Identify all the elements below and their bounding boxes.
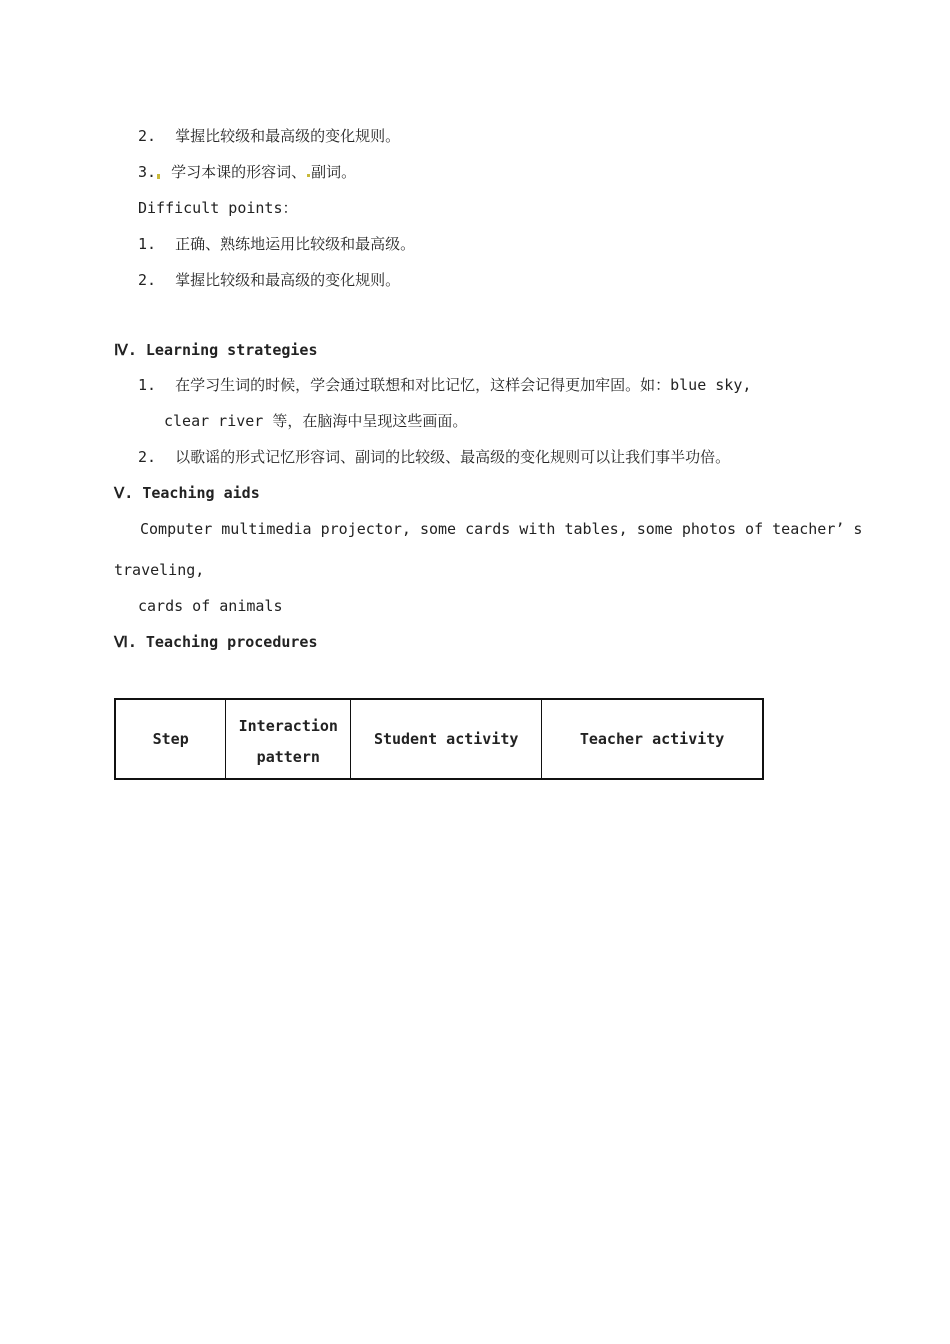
section-heading-learning-strategies: Ⅳ. Learning strategies: [114, 341, 318, 359]
teaching-aids-line-3: cards of animals: [138, 597, 283, 615]
header-teacher-activity: Teacher activity: [542, 699, 763, 779]
list-text: 掌握比较级和最高级的变化规则。: [175, 271, 401, 289]
list-text: 掌握比较级和最高级的变化规则。: [175, 127, 401, 145]
list-text: 副词。: [311, 163, 357, 181]
key-point-3: [138, 162, 356, 182]
strategy-1-continued: clear river 等，在脑海中呈现这些画面。: [164, 412, 468, 430]
strategy-1: [138, 375, 751, 395]
list-number: 3.: [138, 163, 157, 181]
list-number: 2.: [138, 448, 157, 466]
section-heading-teaching-aids: Ⅴ. Teaching aids: [114, 484, 260, 502]
strategy-2: [138, 447, 730, 467]
header-student-activity: Student activity: [351, 699, 542, 779]
revision-mark-icon: [157, 174, 160, 179]
table-header-row: [115, 699, 763, 779]
teaching-procedures-table: [114, 698, 764, 780]
list-text: 在学习生词的时候，学会通过联想和对比记忆，这样会记得更加牢固。如：blue sky,: [175, 376, 752, 394]
list-text: 学习本课的形容词、: [171, 163, 307, 181]
list-number: 1.: [138, 376, 157, 394]
header-interaction-line2: pattern: [256, 748, 320, 766]
teaching-aids-line-2: traveling,: [114, 561, 205, 579]
list-number: 2.: [138, 271, 157, 289]
key-point-2: [138, 126, 400, 146]
teaching-aids-line-1: Computer multimedia projector, some cards with tables, some photos of teacher’ s: [140, 520, 863, 538]
difficult-point-1: [138, 234, 415, 254]
header-step: Step: [115, 699, 226, 779]
list-text: 正确、熟练地运用比较级和最高级。: [175, 235, 416, 253]
revision-mark-icon: [307, 174, 310, 177]
list-number: 1.: [138, 235, 157, 253]
difficult-points-heading: Difficult points：: [138, 199, 298, 217]
difficult-point-2: [138, 270, 400, 290]
section-heading-teaching-procedures: Ⅵ. Teaching procedures: [114, 633, 318, 651]
header-interaction-pattern: [226, 699, 351, 779]
header-interaction-line1: Interaction: [238, 717, 338, 735]
list-number: 2.: [138, 127, 157, 145]
list-text: 以歌谣的形式记忆形容词、副词的比较级、最高级的变化规则可以让我们事半功倍。: [175, 448, 731, 466]
